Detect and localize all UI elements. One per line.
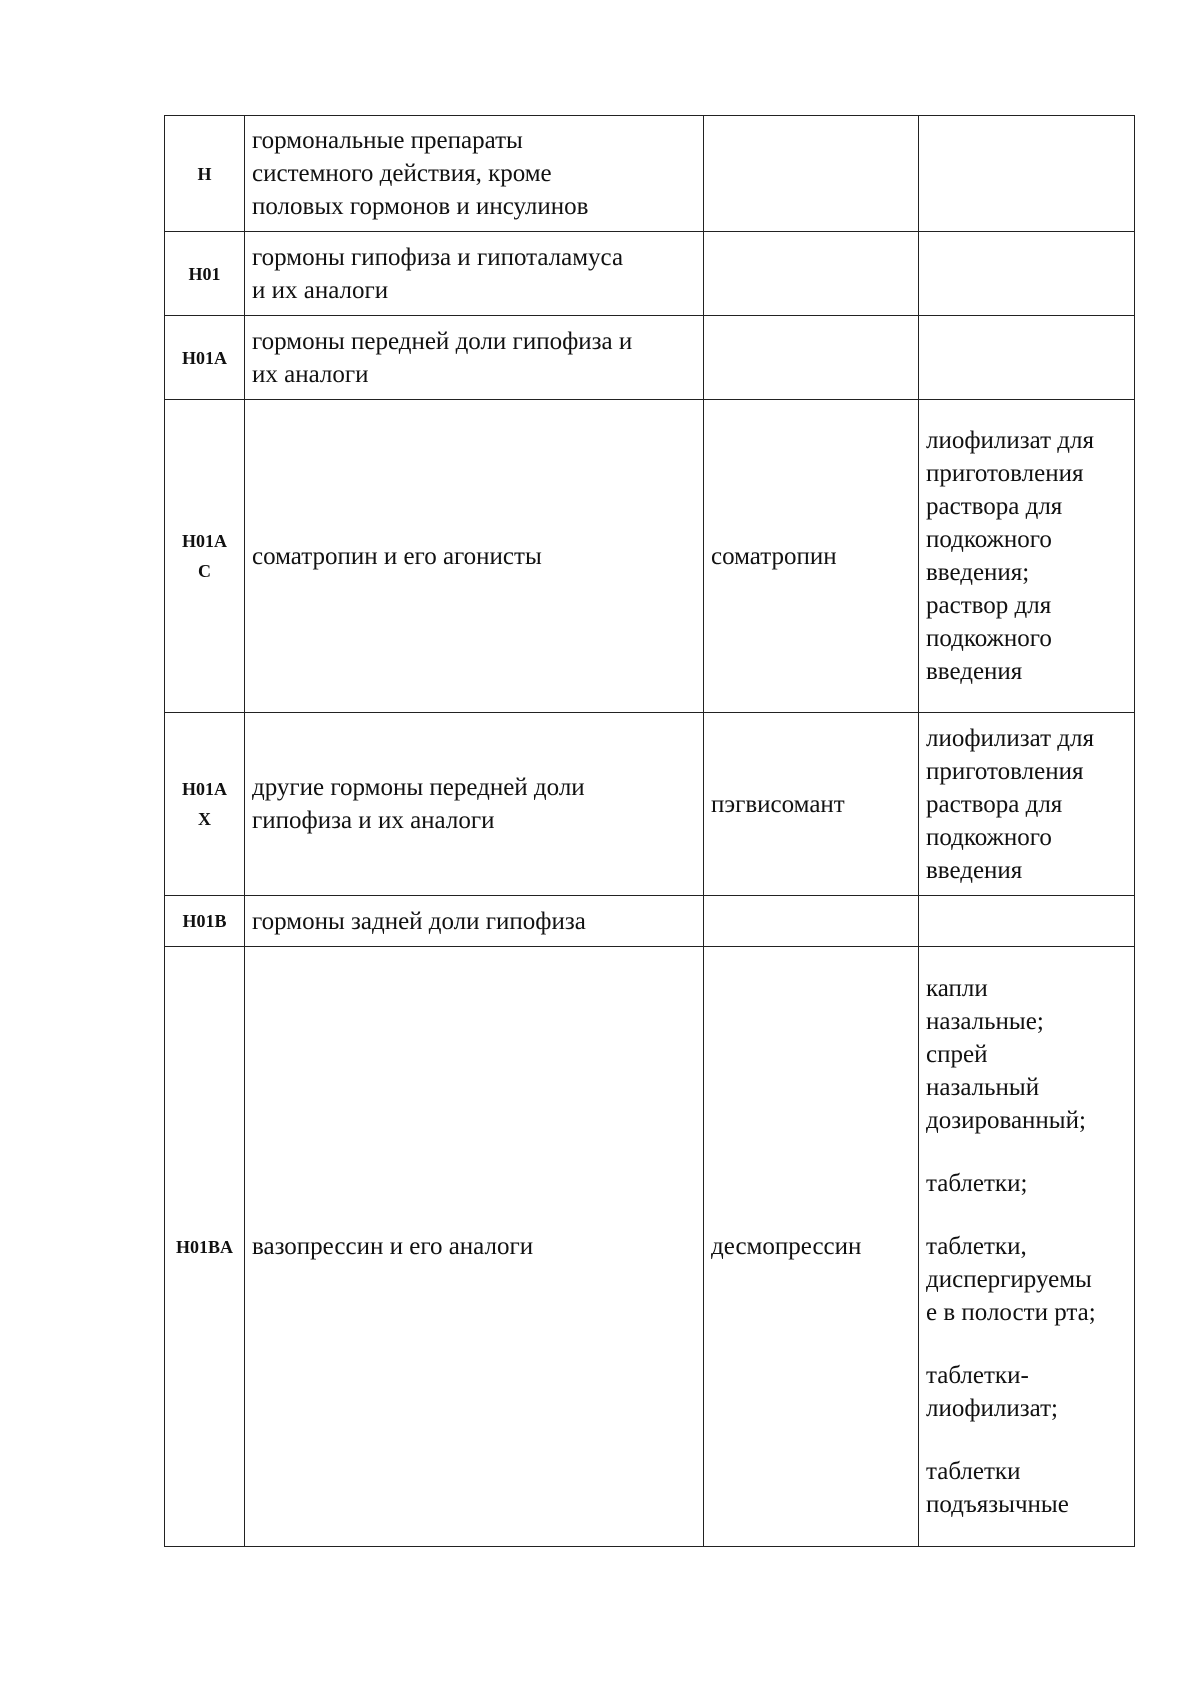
atc-code: C [198,561,211,581]
group-text: гормональные препараты [252,127,523,154]
forms-cell [919,316,1135,400]
form-gap [926,1425,1127,1455]
atc-code: H [197,163,212,184]
form-line: приготовления [926,460,1084,487]
atc-code-cell [165,896,245,947]
form-line: таблетки [926,1458,1021,1485]
table-row [165,896,1135,947]
form-line: таблетки; [926,1170,1028,1197]
form-line: раствора для [926,493,1063,520]
forms-cell [919,896,1135,947]
atc-code: X [198,809,211,829]
group-text: и их аналоги [252,276,389,304]
group-cell [245,896,704,947]
form-line: е в полости рта; [926,1299,1096,1326]
drug-cell [704,400,919,713]
atc-code: H01A [182,779,227,799]
drug-cell [704,896,919,947]
form-gap [926,1137,1127,1167]
drug-name: пэгвисомант [711,790,845,818]
drug-classification-table [164,115,1135,1547]
drug-name: соматропин [711,542,837,570]
forms-cell [919,947,1135,1547]
form-line: назальный [926,1074,1040,1101]
atc-code: H01B [182,911,227,931]
form-line: дозированный; [926,1107,1086,1134]
group-text: соматропин и его агонисты [252,542,542,570]
group-cell [245,316,704,400]
drug-name: десмопрессин [711,1233,862,1260]
forms-cell [919,232,1135,316]
form-line: лиофилизат для [926,724,1094,752]
group-cell [245,947,704,1547]
forms-cell [919,713,1135,896]
form-line: подкожного [926,625,1052,652]
forms-cell [919,400,1135,713]
table-row [165,713,1135,896]
group-text: гипофиза и их аналоги [252,807,495,834]
form-line: капли [926,975,988,1002]
drug-cell [704,713,919,896]
table-row [165,947,1135,1547]
group-cell [245,400,704,713]
form-line: подкожного [926,526,1052,553]
atc-code-cell [165,116,245,232]
form-line: приготовления [926,757,1084,785]
group-cell [245,713,704,896]
atc-code: H01A [182,347,227,368]
table-row [165,232,1135,316]
form-line: таблетки- [926,1362,1029,1389]
form-line: лиофилизат для [926,427,1094,454]
form-line: введения [926,856,1023,884]
atc-code-cell [165,232,245,316]
group-cell [245,116,704,232]
group-text: гормоны задней доли гипофиза [252,907,586,935]
form-line: лиофилизат; [926,1395,1058,1422]
form-line: введения; [926,559,1030,586]
form-line: диспергируемы [926,1266,1092,1293]
form-line: раствор для [926,592,1052,619]
form-line: спрей [926,1041,988,1068]
table-row [165,116,1135,232]
form-line: назальные; [926,1008,1044,1035]
group-text: другие гормоны передней доли [252,774,585,801]
group-text: гормоны передней доли гипофиза и [252,327,633,355]
form-gap [926,1329,1127,1359]
drug-cell [704,116,919,232]
forms-cell [919,116,1135,232]
form-line: подкожного [926,823,1052,851]
group-text: их аналоги [252,360,369,388]
group-text: половых гормонов и инсулинов [252,193,589,220]
drug-cell [704,316,919,400]
group-text: вазопрессин и его аналоги [252,1233,534,1260]
group-cell [245,232,704,316]
drug-cell [704,232,919,316]
form-line: подъязычные [926,1491,1069,1518]
drug-cell [704,947,919,1547]
table-row [165,400,1135,713]
atc-code: H01A [182,531,227,551]
form-line: раствора для [926,790,1063,818]
atc-code-cell [165,713,245,896]
atc-code-cell [165,947,245,1547]
table-body [165,116,1135,1547]
form-line: введения [926,658,1023,685]
atc-code-cell [165,316,245,400]
table-row [165,316,1135,400]
group-text: гормоны гипофиза и гипоталамуса [252,243,624,271]
form-line: таблетки, [926,1233,1027,1260]
group-text: системного действия, кроме [252,160,552,187]
atc-code: H01 [188,263,221,284]
atc-code-cell [165,400,245,713]
form-gap [926,1200,1127,1230]
atc-code: H01BA [175,1236,233,1257]
